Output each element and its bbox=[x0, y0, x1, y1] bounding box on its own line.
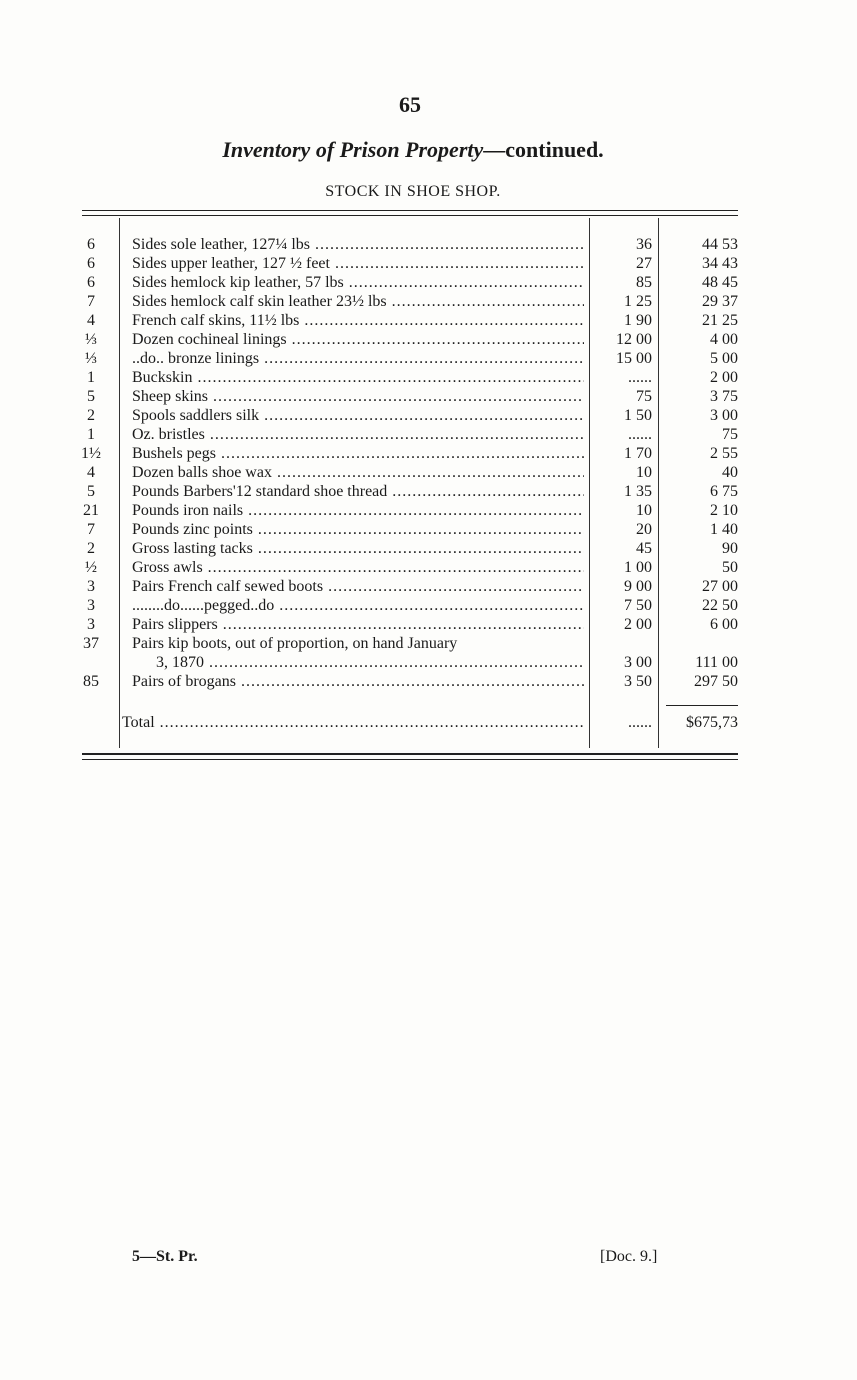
row-desc: Gross lasting tacks ..... bbox=[132, 539, 584, 558]
row-price: 20 bbox=[636, 521, 652, 538]
title-italic: Inventory of Prison Property bbox=[222, 137, 484, 162]
row-price: 1 90 bbox=[624, 312, 652, 329]
row-value: 27 00 bbox=[702, 578, 738, 595]
row-qty: ⅓ bbox=[85, 350, 97, 367]
row-qty: 6 bbox=[87, 236, 95, 253]
row-desc: ........do......pegged..do ..... bbox=[132, 596, 584, 615]
row-value: 90 bbox=[722, 540, 738, 557]
row-price: 9 00 bbox=[624, 578, 652, 595]
row-value: 34 43 bbox=[702, 255, 738, 272]
row-qty: 6 bbox=[87, 274, 95, 291]
row-desc: 3, 1870 ..... bbox=[132, 653, 584, 672]
total-label: Total ..... bbox=[122, 713, 584, 732]
row-price: 10 bbox=[636, 502, 652, 519]
row-value: 3 00 bbox=[710, 407, 738, 424]
row-value: 21 25 bbox=[702, 312, 738, 329]
row-qty: 3 bbox=[87, 616, 95, 633]
row-price: 3 50 bbox=[624, 673, 652, 690]
row-value: 75 bbox=[722, 426, 738, 443]
row-desc: Pairs slippers ..... bbox=[132, 615, 584, 634]
row-price: 1 50 bbox=[624, 407, 652, 424]
row-value: 1 40 bbox=[710, 521, 738, 538]
row-value: 297 50 bbox=[694, 673, 738, 690]
row-value: 2 00 bbox=[710, 369, 738, 386]
row-qty: 5 bbox=[87, 483, 95, 500]
row-value: 6 00 bbox=[710, 616, 738, 633]
row-price: 1 35 bbox=[624, 483, 652, 500]
section-heading: STOCK IN SHOE SHOP. bbox=[325, 183, 501, 200]
row-price: 85 bbox=[636, 274, 652, 291]
row-desc: Sides sole leather, 127¼ lbs ..... bbox=[132, 235, 584, 254]
footer-signature: 5—St. Pr. bbox=[132, 1248, 198, 1265]
row-price: 1 25 bbox=[624, 293, 652, 310]
row-value: 29 37 bbox=[702, 293, 738, 310]
row-qty: 7 bbox=[87, 521, 95, 538]
row-qty: 37 bbox=[83, 635, 99, 652]
row-value: 44 53 bbox=[702, 236, 738, 253]
row-desc: Sides upper leather, 127 ½ feet ..... bbox=[132, 254, 584, 273]
table-bottom-rule-2 bbox=[82, 759, 738, 760]
row-desc: Pounds Barbers'12 standard shoe thread ..... bbox=[132, 482, 584, 501]
page-title bbox=[0, 137, 826, 163]
row-price: ...... bbox=[628, 369, 652, 386]
row-price: 3 00 bbox=[624, 654, 652, 671]
row-price: 45 bbox=[636, 540, 652, 557]
row-qty: ½ bbox=[85, 559, 97, 576]
row-desc: Gross awls ..... bbox=[132, 558, 584, 577]
row-value: 4 00 bbox=[710, 331, 738, 348]
column-divider-price bbox=[658, 218, 659, 748]
row-price: 1 70 bbox=[624, 445, 652, 462]
row-qty: 5 bbox=[87, 388, 95, 405]
row-value: 5 00 bbox=[710, 350, 738, 367]
total-separator bbox=[666, 705, 738, 706]
row-price: 36 bbox=[636, 236, 652, 253]
row-value: 2 10 bbox=[710, 502, 738, 519]
row-qty: 4 bbox=[87, 464, 95, 481]
row-desc: Sides hemlock calf skin leather 23½ lbs ..... bbox=[132, 292, 584, 311]
row-qty: ⅓ bbox=[85, 331, 97, 348]
row-value: 2 55 bbox=[710, 445, 738, 462]
row-qty: 7 bbox=[87, 293, 95, 310]
row-desc: Sheep skins ..... bbox=[132, 387, 584, 406]
row-price: 15 00 bbox=[616, 350, 652, 367]
row-qty: 1 bbox=[87, 369, 95, 386]
row-desc: Pounds zinc points ..... bbox=[132, 520, 584, 539]
row-value: 3 75 bbox=[710, 388, 738, 405]
row-value: 48 45 bbox=[702, 274, 738, 291]
row-qty: 2 bbox=[87, 540, 95, 557]
row-qty: 2 bbox=[87, 407, 95, 424]
row-desc: Dozen cochineal linings ..... bbox=[132, 330, 584, 349]
title-rest: —continued. bbox=[483, 137, 604, 162]
row-price: ...... bbox=[628, 426, 652, 443]
row-qty: 3 bbox=[87, 578, 95, 595]
row-qty: 21 bbox=[83, 502, 99, 519]
row-value: 6 75 bbox=[710, 483, 738, 500]
row-price: 27 bbox=[636, 255, 652, 272]
table-top-rule-2 bbox=[82, 215, 738, 216]
row-desc: Dozen balls shoe wax ..... bbox=[132, 463, 584, 482]
row-price: 12 00 bbox=[616, 331, 652, 348]
total-value: $675,73 bbox=[686, 714, 738, 731]
table-top-rule bbox=[82, 210, 738, 211]
row-desc: Bushels pegs ..... bbox=[132, 444, 584, 463]
row-qty: 4 bbox=[87, 312, 95, 329]
row-desc: ..do.. bronze linings ..... bbox=[132, 349, 584, 368]
row-qty: 1½ bbox=[81, 445, 101, 462]
row-desc: Buckskin ..... bbox=[132, 368, 584, 387]
row-value: 40 bbox=[722, 464, 738, 481]
page-number: 65 bbox=[399, 92, 421, 117]
row-qty: 6 bbox=[87, 255, 95, 272]
row-price: 10 bbox=[636, 464, 652, 481]
table-bottom-rule bbox=[82, 753, 738, 755]
row-qty: 1 bbox=[87, 426, 95, 443]
row-desc: Pairs French calf sewed boots ..... bbox=[132, 577, 584, 596]
total-price: ...... bbox=[628, 714, 652, 731]
row-value: 22 50 bbox=[702, 597, 738, 614]
row-price: 7 50 bbox=[624, 597, 652, 614]
row-qty: 3 bbox=[87, 597, 95, 614]
row-desc: Pairs of brogans ..... bbox=[132, 672, 584, 691]
row-price: 75 bbox=[636, 388, 652, 405]
row-desc: French calf skins, 11½ lbs ..... bbox=[132, 311, 584, 330]
row-value: 50 bbox=[722, 559, 738, 576]
row-desc: Pairs kip boots, out of proportion, on hand January bbox=[132, 635, 458, 652]
row-desc: Pounds iron nails ..... bbox=[132, 501, 584, 520]
row-desc: Spools saddlers silk ..... bbox=[132, 406, 584, 425]
column-divider-desc bbox=[589, 218, 590, 748]
row-price: 1 00 bbox=[624, 559, 652, 576]
footer-doc-number: [Doc. 9.] bbox=[600, 1248, 658, 1265]
row-desc: Sides hemlock kip leather, 57 lbs ..... bbox=[132, 273, 584, 292]
row-value: 111 00 bbox=[695, 654, 738, 671]
row-price: 2 00 bbox=[624, 616, 652, 633]
row-desc: Oz. bristles ..... bbox=[132, 425, 584, 444]
row-qty: 85 bbox=[83, 673, 99, 690]
column-divider-qty bbox=[119, 218, 120, 748]
